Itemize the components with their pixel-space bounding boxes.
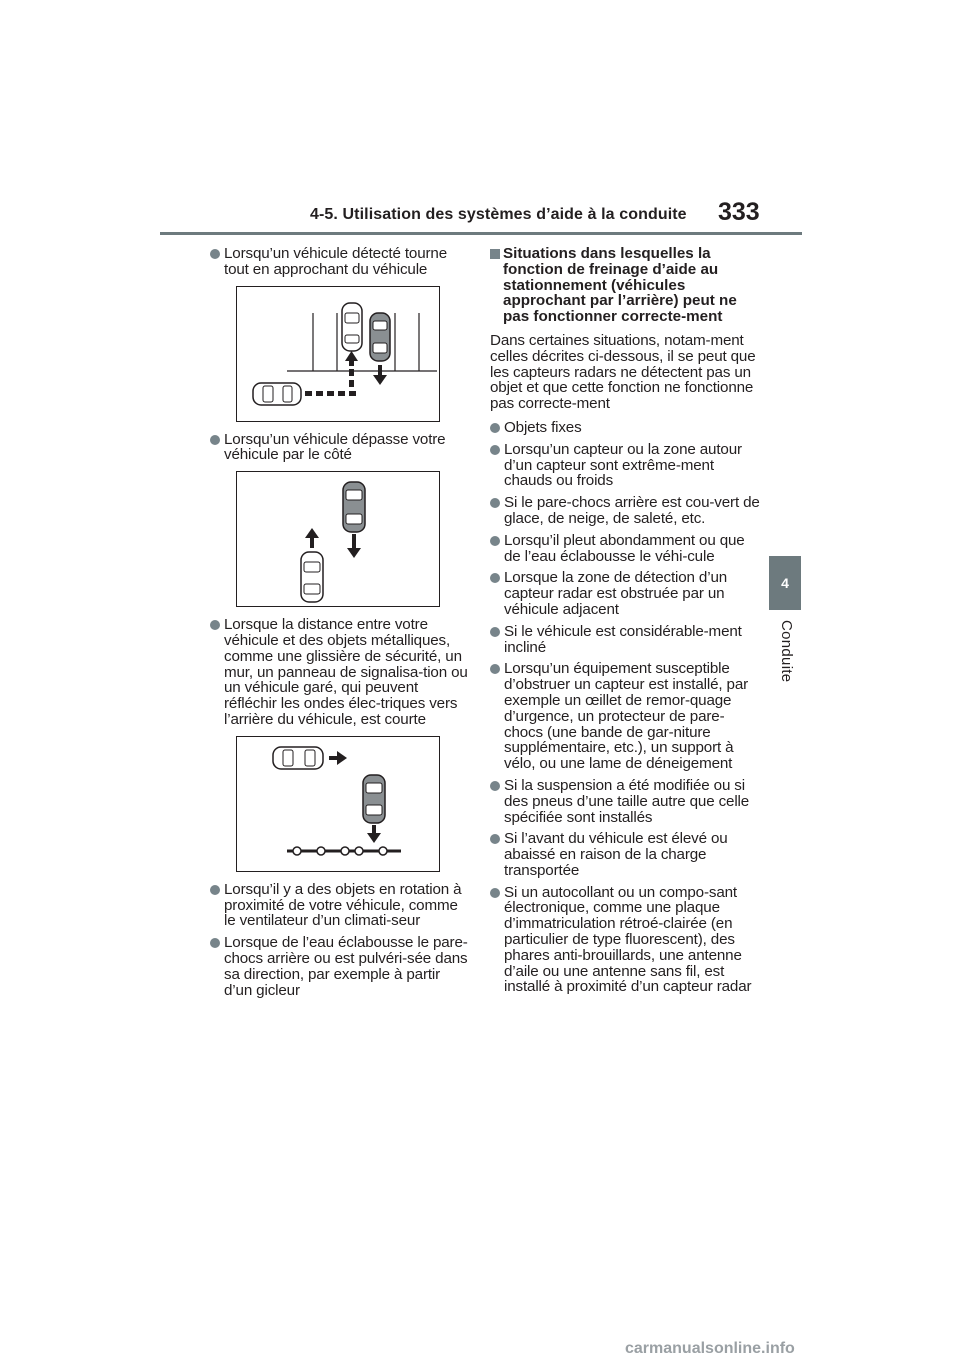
list-item-text: Objets fixes: [504, 418, 582, 436]
list-item: [210, 432, 470, 464]
arrow-down-icon: [373, 365, 387, 385]
list-item: [490, 533, 760, 565]
arrow-down-icon: [367, 825, 381, 843]
list-item-text: Lorsqu’il pleut abondamment ou que de l’eau éclabousse le véhi-cule: [504, 531, 745, 565]
figure-turning-vehicle: [236, 286, 440, 422]
watermark: carmanualsonline.info: [625, 1340, 795, 1357]
left-column: [210, 246, 470, 1004]
bullet-icon: [210, 435, 220, 445]
list-item-text: Lorsqu’il y a des objets en rotation à proximité de votre véhicule, comme le ventilateur d’un climati-seur: [224, 880, 462, 930]
list-item: [210, 617, 470, 728]
bullet-icon: [490, 573, 500, 583]
list-item: [490, 570, 760, 617]
list-item-text: Lorsque de l’eau éclabousse le pare-chocs arrière ou est pulvéri-sée dans sa direction, par exemple à partir d’un gicleur: [224, 934, 468, 999]
bullet-icon: [490, 536, 500, 546]
header-title: 4-5. Utilisation des systèmes d’aide à la conduite: [310, 206, 687, 223]
list-item: [490, 420, 760, 436]
right-column: [490, 246, 760, 1001]
bullet-icon: [210, 620, 220, 630]
list-item-text: Si le véhicule est considérable-ment incliné: [504, 622, 742, 656]
passing-vehicle-illustration: [237, 472, 441, 608]
bullet-icon: [210, 885, 220, 895]
list-item-text: Lorsqu’un véhicule dépasse votre véhicule par le côté: [224, 430, 446, 464]
list-item: [210, 882, 470, 929]
turning-vehicle-illustration: [237, 287, 441, 423]
list-item: [490, 661, 760, 772]
page-number: 333: [718, 198, 760, 226]
section-heading: [490, 246, 760, 325]
guardrail-icon: [287, 847, 401, 855]
list-item: [490, 778, 760, 825]
list-item-text: Si un autocollant ou un compo-sant électronique, comme une plaque d’immatriculation rétroé-clairée (en particulier de type fluorescent), des phares anti-brouillards, une antenne d’aile ou une antenne sans fil, est installé à proximité d’un capteur radar: [504, 883, 752, 996]
car-icon: [370, 313, 390, 361]
car-icon: [363, 775, 385, 823]
arrow-right-icon: [329, 751, 347, 765]
bullet-icon: [490, 888, 500, 898]
bullet-icon: [490, 834, 500, 844]
bullet-icon: [490, 445, 500, 455]
arrow-up-icon: [305, 528, 319, 548]
bullet-icon: [490, 664, 500, 674]
intro-paragraph: Dans certaines situations, notam-ment celles décrites ci-dessous, il se peut que les capteurs radars ne détectent pas un objet et que cette fonction ne fonctionne pas correcte-ment: [490, 331, 756, 413]
metallic-objects-illustration: [237, 737, 441, 873]
list-item: [490, 831, 760, 878]
list-item-text: Si le pare-chocs arrière est cou-vert de glace, de neige, de saleté, etc.: [504, 494, 760, 527]
list-item-text: Lorsque la distance entre votre véhicule et des objets métalliques, comme une glissière de sécurité, un mur, un panneau de signalisa-tion ou un véhicule garé, qui peuvent réfléchir les ondes élec-triques vers l’arrière du véhicule, est courte: [224, 616, 468, 728]
list-item-text: Si l’avant du véhicule est élevé ou abaissé en raison de la charge transportée: [504, 830, 728, 879]
bullet-icon: [210, 938, 220, 948]
list-item: [210, 935, 470, 998]
list-item-text: Si la suspension a été modifiée ou si des pneus d’une taille autre que celle spécifiée sont installés: [504, 776, 750, 826]
car-icon: [342, 303, 362, 351]
list-item: [490, 495, 760, 527]
list-item-text: Lorsque la zone de détection d’un capteur radar est obstruée par un véhicule adjacent: [504, 569, 728, 618]
bullet-icon: [210, 249, 220, 259]
list-item-text: Lorsqu’un capteur ou la zone autour d’un capteur sont extrême-ment chauds ou froids: [504, 440, 742, 490]
list-item-text: Lorsqu’un équipement susceptible d’obstruer un capteur est installé, par exemple un œillet de remor-quage d’urgence, un protecteur de pare-chocs (une bande de gar-niture supplémentaire, etc.), un support à vélo, ou une lame de déneigement: [504, 660, 749, 773]
car-icon: [273, 747, 323, 769]
list-item: [490, 442, 760, 489]
bullet-icon: [490, 627, 500, 637]
section-heading-text: Situations dans lesquelles la fonction de freinage d’aide au stationnement (véhicules approchant par l’arrière) peut ne pas fonctionner correcte-ment: [503, 245, 737, 326]
list-item-text: Lorsqu’un véhicule détecté tourne tout en approchant du véhicule: [224, 245, 448, 278]
bullet-icon: [490, 423, 500, 433]
figure-metallic-objects: [236, 736, 440, 872]
list-item: [490, 885, 760, 996]
bullet-icon: [490, 781, 500, 791]
bullet-icon: [490, 498, 500, 508]
car-icon: [301, 552, 323, 602]
list-item: [490, 624, 760, 656]
chapter-tab[interactable]: 4: [769, 556, 801, 610]
header-rule: [160, 232, 802, 235]
car-icon: [343, 482, 365, 532]
section-square-icon: [490, 249, 500, 259]
chapter-label: Conduite: [778, 620, 795, 683]
list-item: [210, 246, 470, 278]
figure-passing-vehicle: [236, 471, 440, 607]
arrow-down-icon: [347, 534, 361, 558]
car-icon: [253, 383, 301, 405]
